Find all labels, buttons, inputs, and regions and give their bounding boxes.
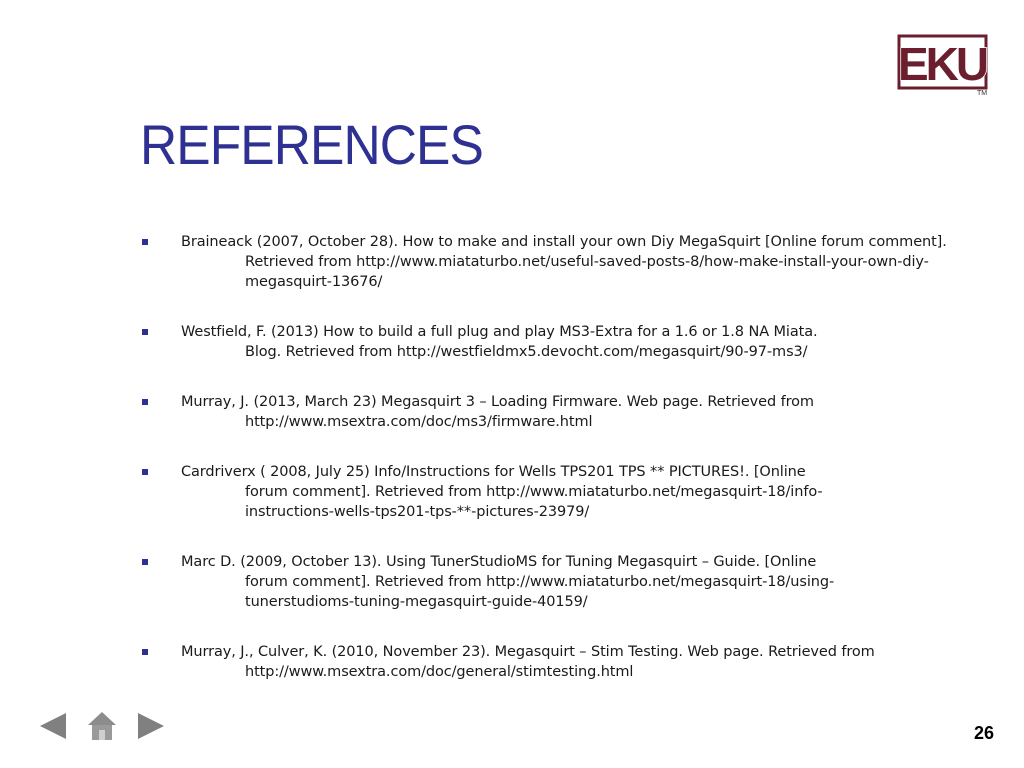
- reference-item: [142, 232, 947, 292]
- reference-text: Westfield, F. (2013) How to build a full plug and play MS3-Extra for a 1.6 or 1.8 NA Miata.: [181, 324, 818, 340]
- bullet-icon: [142, 649, 148, 655]
- reference-item: [142, 392, 814, 432]
- reference-text-continuation: http://www.msextra.com/doc/general/stimtesting.html: [245, 664, 634, 680]
- arrow-right-icon: [136, 710, 166, 742]
- reference-text: Murray, J., Culver, K. (2010, November 23). Megasquirt – Stim Testing. Web page. Retrieved from: [181, 644, 875, 660]
- reference-text-continuation: instructions-wells-tps201-tps-**-pictures-23979/: [245, 504, 590, 520]
- prev-slide-button[interactable]: [38, 710, 68, 746]
- reference-text-continuation: forum comment]. Retrieved from http://www.miataturbo.net/megasquirt-18/info-: [245, 484, 823, 500]
- reference-text: Braineack (2007, October 28). How to make and install your own Diy MegaSquirt [Online forum comment].: [181, 234, 947, 250]
- slide-navigation: [38, 710, 178, 742]
- page-number: 26: [973, 723, 994, 743]
- bullet-icon: [142, 239, 148, 245]
- home-button[interactable]: [87, 710, 117, 746]
- reference-item: [142, 552, 834, 612]
- slide-title: REFERENCES: [140, 113, 483, 176]
- reference-text: Marc D. (2009, October 13). Using TunerStudioMS for Tuning Megasquirt – Guide. [Online: [181, 554, 817, 570]
- eku-logo: [896, 34, 992, 96]
- bullet-icon: [142, 399, 148, 405]
- home-icon: [87, 710, 117, 742]
- reference-text-continuation: Blog. Retrieved from http://westfieldmx5.devocht.com/megasquirt/90-97-ms3/: [245, 344, 808, 360]
- svg-text:TM: TM: [976, 90, 988, 96]
- eku-logo-graphic: [896, 34, 992, 96]
- reference-item: [142, 322, 818, 362]
- arrow-left-icon: [38, 710, 68, 742]
- reference-text-continuation: http://www.msextra.com/doc/ms3/firmware.html: [245, 414, 593, 430]
- reference-text-continuation: forum comment]. Retrieved from http://www.miataturbo.net/megasquirt-18/using-: [245, 574, 835, 590]
- bullet-icon: [142, 559, 148, 565]
- reference-text-continuation: Retrieved from http://www.miataturbo.net/useful-saved-posts-8/how-make-install-your-own-diy-: [245, 254, 929, 270]
- svg-text:EKU: EKU: [897, 38, 987, 90]
- next-slide-button[interactable]: [136, 710, 166, 746]
- reference-text: Cardriverx ( 2008, July 25) Info/Instructions for Wells TPS201 TPS ** PICTURES!. [Online: [181, 464, 806, 480]
- reference-text-continuation: tunerstudioms-tuning-megasquirt-guide-40159/: [245, 594, 588, 610]
- bullet-icon: [142, 469, 148, 475]
- reference-text-continuation: megasquirt-13676/: [245, 274, 383, 290]
- reference-item: [142, 642, 875, 682]
- bullet-icon: [142, 329, 148, 335]
- reference-item: [142, 462, 823, 522]
- reference-text: Murray, J. (2013, March 23) Megasquirt 3 – Loading Firmware. Web page. Retrieved from: [181, 394, 814, 410]
